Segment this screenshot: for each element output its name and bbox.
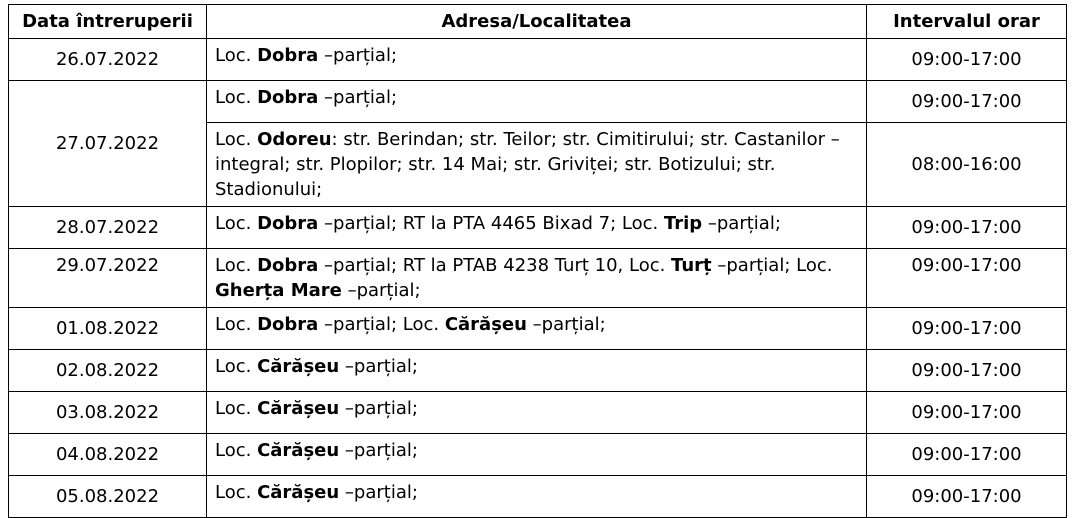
table-row <box>9 392 1067 434</box>
address-text: –parțial; Loc. <box>711 255 833 276</box>
header-address: Adresa/Localitatea <box>207 5 867 39</box>
address-cell <box>207 392 867 434</box>
address-cell <box>207 249 867 308</box>
interval-cell: 09:00-17:00 <box>867 249 1067 308</box>
address-cell <box>207 350 867 392</box>
interval-cell: 09:00-17:00 <box>867 476 1067 518</box>
address-text: –parțial; <box>339 440 418 461</box>
address-text: –parțial; <box>339 482 418 503</box>
table-row <box>9 207 1067 249</box>
locality-name: Turț <box>671 255 712 276</box>
address-cell <box>207 39 867 81</box>
address-text: –parțial; <box>526 314 606 335</box>
table-row <box>9 81 1067 123</box>
address-cell <box>207 434 867 476</box>
interval-cell: 09:00-17:00 <box>867 81 1067 123</box>
interval-cell: 09:00-17:00 <box>867 207 1067 249</box>
locality-name: Odoreu <box>257 129 332 150</box>
table-row <box>9 39 1067 81</box>
table-row <box>9 350 1067 392</box>
date-cell: 29.07.2022 <box>9 249 207 308</box>
locality-name: Cărășeu <box>257 356 340 377</box>
address-text: : str. Berindan; str. Teilor; str. Cimitirului; str. Castanilor –integral; str. Plopilor; str. 14 Mai; str. Griviței; str. Botizului; str. Stadionului; <box>215 129 840 200</box>
date-cell: 05.08.2022 <box>9 476 207 518</box>
locality-name: Dobra <box>257 45 319 66</box>
address-text: Loc. <box>215 255 258 276</box>
locality-name: Cărășeu <box>257 398 340 419</box>
interval-cell: 09:00-17:00 <box>867 434 1067 476</box>
locality-name: Cărășeu <box>257 482 340 503</box>
interval-cell: 08:00-16:00 <box>867 123 1067 207</box>
address-text: Loc. <box>215 213 258 234</box>
address-text: –parțial; <box>318 87 398 108</box>
table-row <box>9 249 1067 308</box>
interval-cell: 09:00-17:00 <box>867 39 1067 81</box>
locality-name: Cărășeu <box>257 440 340 461</box>
date-cell: 02.08.2022 <box>9 350 207 392</box>
address-cell <box>207 81 867 123</box>
date-cell: 04.08.2022 <box>9 434 207 476</box>
interval-cell: 09:00-17:00 <box>867 350 1067 392</box>
date-cell: 27.07.2022 <box>9 81 207 207</box>
locality-name: Dobra <box>257 255 319 276</box>
locality-name: Gherța Mare <box>215 280 342 301</box>
locality-name: Trip <box>663 213 703 234</box>
address-text: Loc. <box>215 482 258 503</box>
address-text: Loc. <box>215 87 258 108</box>
header-interval: Intervalul orar <box>867 5 1067 39</box>
address-cell <box>207 123 867 207</box>
address-cell <box>207 207 867 249</box>
locality-name: Dobra <box>257 87 319 108</box>
address-text: Loc. <box>215 398 258 419</box>
address-text: Loc. <box>215 314 258 335</box>
date-cell: 28.07.2022 <box>9 207 207 249</box>
address-text: –parțial; <box>339 398 418 419</box>
address-text: Loc. <box>215 129 258 150</box>
locality-name: Dobra <box>257 314 319 335</box>
header-date: Data întreruperii <box>9 5 207 39</box>
address-text: –parțial; <box>339 356 418 377</box>
address-text: –parțial; <box>318 45 398 66</box>
locality-name: Dobra <box>257 213 319 234</box>
address-text: –parțial; RT la PTAB 4238 Turț 10, Loc. <box>318 255 672 276</box>
date-cell: 03.08.2022 <box>9 392 207 434</box>
interval-cell: 09:00-17:00 <box>867 392 1067 434</box>
address-text: –parțial; <box>702 213 781 234</box>
address-cell <box>207 308 867 350</box>
date-cell: 26.07.2022 <box>9 39 207 81</box>
header-row <box>9 5 1067 39</box>
table-row <box>9 476 1067 518</box>
locality-name: Cărășeu <box>444 314 527 335</box>
address-text: –parțial; <box>341 280 421 301</box>
address-text: –parțial; Loc. <box>318 314 445 335</box>
address-text: Loc. <box>215 356 258 377</box>
address-text: Loc. <box>215 440 258 461</box>
interval-cell: 09:00-17:00 <box>867 308 1067 350</box>
table-row <box>9 308 1067 350</box>
address-text: Loc. <box>215 45 258 66</box>
table-row <box>9 434 1067 476</box>
outage-schedule-table <box>8 4 1067 518</box>
address-cell <box>207 476 867 518</box>
address-text: –parțial; RT la PTA 4465 Bixad 7; Loc. <box>318 213 664 234</box>
date-cell: 01.08.2022 <box>9 308 207 350</box>
